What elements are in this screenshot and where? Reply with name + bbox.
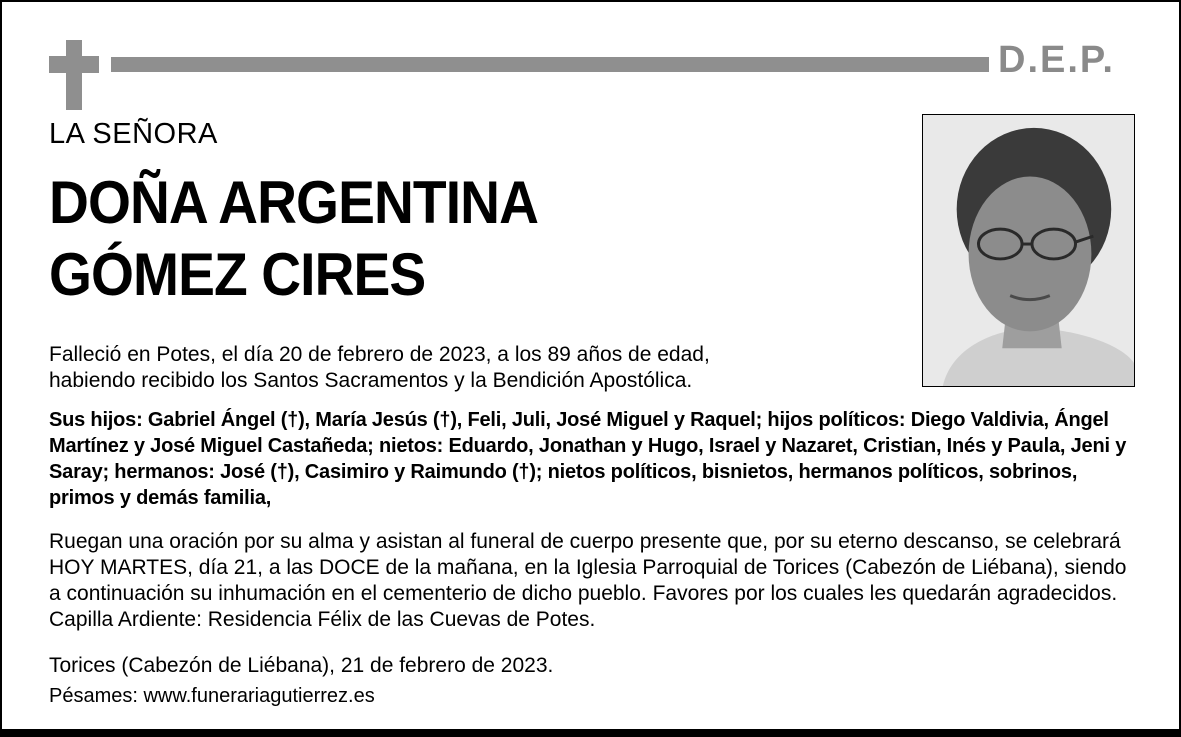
name-line-1: DOÑA ARGENTINA (49, 169, 539, 236)
family-list: Sus hijos: Gabriel Ángel (†), María Jesús (†), Feli, Juli, José Miguel y Raquel; hijos políticos: Diego Valdivia, Ángel Martínez y José Miguel Castañeda; nietos: Eduardo, Jonathan y Hugo, Israel y Nazaret, Cristian, Inés y Paula, Jeni y Saray; hermanos: José (†), Casimiro y Raimundo (†); nietos políticos, bisnietos, hermanos políticos, sobrinos, primos y demás familia, (49, 409, 1127, 509)
salutation: LA SEÑORA (49, 118, 218, 150)
portrait-illustration (923, 115, 1134, 386)
cross-horizontal-bar (49, 56, 99, 73)
condolences-link: Pésames: www.funerariagutierrez.es (49, 685, 375, 707)
death-announcement (49, 342, 809, 394)
dep-label: D.E.P. (998, 39, 1115, 81)
death-line-2: habiendo recibido los Santos Sacramentos y la Bendición Apostólica. (49, 369, 693, 392)
header-rule (111, 57, 989, 72)
deceased-name (49, 167, 538, 311)
name-line-2: GÓMEZ CIRES (49, 241, 426, 308)
portrait-photo (922, 114, 1135, 387)
cross-vertical-bar (66, 40, 82, 110)
funeral-details: Ruegan una oración por su alma y asistan al funeral de cuerpo presente que, por su eterno descanso, se celebrará HOY MARTES, día 21, a las DOCE de la mañana, en la Iglesia Parroquial de Torices (Cabezón de Liébana), siendo a continuación su inhumación en el cementerio de dicho pueblo. Favores por los cuales les quedarán agradecidos. Capilla Ardiente: Residencia Félix de las Cuevas de Potes. (49, 530, 1127, 631)
place-date: Torices (Cabezón de Liébana), 21 de febrero de 2023. (49, 654, 554, 677)
death-line-1: Falleció en Potes, el día 20 de febrero de 2023, a los 89 años de edad, (49, 343, 710, 366)
